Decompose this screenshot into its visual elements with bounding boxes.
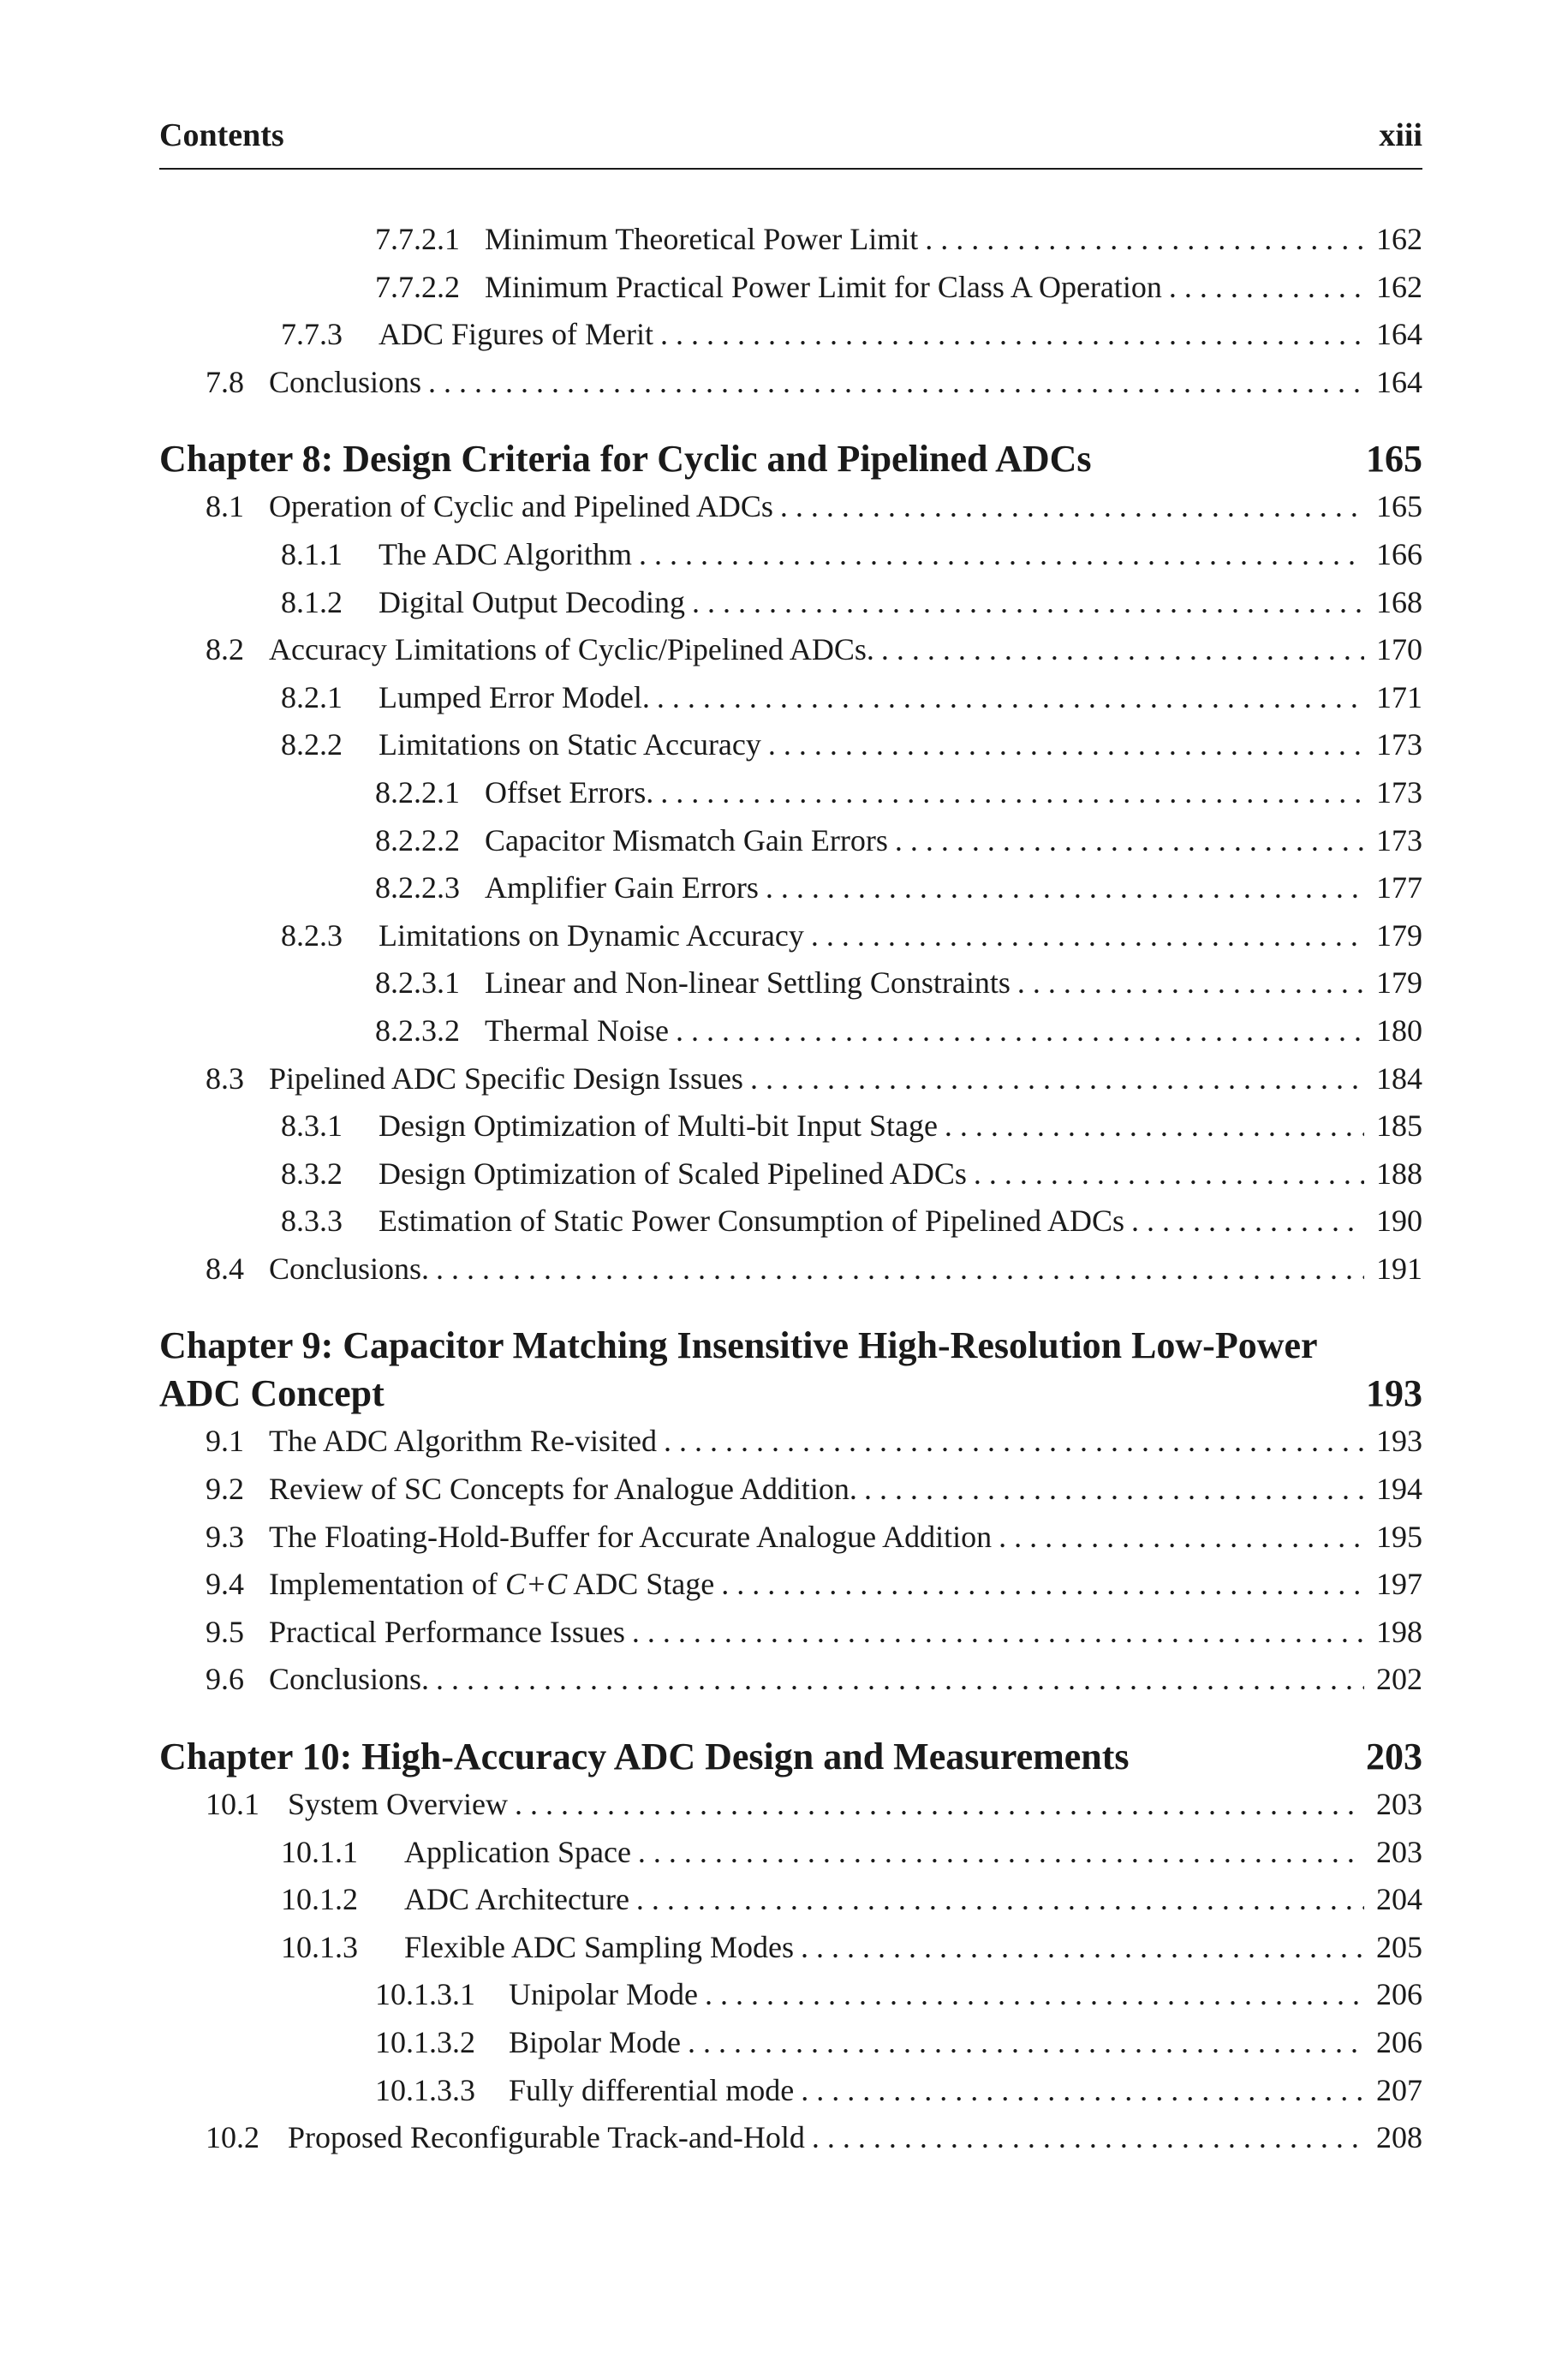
toc-entry[interactable] [159, 674, 1422, 722]
dot-leader [780, 483, 1364, 531]
toc-entry-title: Conclusions. [269, 1251, 430, 1286]
dot-leader [801, 2067, 1364, 2115]
dot-leader [750, 1055, 1364, 1103]
dot-leader [925, 216, 1364, 264]
toc-entry-title: ADC Figures of Merit [379, 317, 653, 352]
toc-entry-title-italic: C+C [504, 1567, 568, 1602]
toc-entry[interactable] [159, 1150, 1422, 1198]
toc-entry-title: Minimum Practical Power Limit for Class A Operation [485, 269, 1162, 304]
dot-leader [632, 1609, 1364, 1657]
running-header-title: Contents [159, 117, 284, 153]
chapter-page: 165 [1366, 438, 1422, 481]
toc-entry-page: 162 [1376, 222, 1422, 256]
toc-entry-title: Unipolar Mode [509, 1977, 698, 2012]
dot-leader [688, 2019, 1364, 2067]
toc-entry-title: The ADC Algorithm Re-visited [269, 1424, 657, 1459]
toc-entry[interactable] [159, 2114, 1422, 2162]
dot-leader [766, 864, 1364, 912]
chapter-title-line1: Chapter 9: Capacitor Matching Insensitive High-Resolution Low-Power [159, 1324, 1318, 1367]
toc-entry[interactable] [159, 1829, 1422, 1877]
toc-entry-title: The Floating-Hold-Buffer for Accurate Analogue Addition [269, 1519, 993, 1554]
toc-entry-title: Conclusions [269, 364, 422, 399]
toc-entry-page: 203 [1376, 1834, 1422, 1869]
toc-entry-number: 7.7.2.1 [375, 222, 460, 256]
dot-leader [1169, 264, 1364, 312]
dot-leader [881, 626, 1364, 674]
dot-leader [436, 1246, 1364, 1294]
toc-entry-number: 8.2.2.3 [375, 870, 460, 905]
chapter-heading[interactable] [159, 1733, 1422, 1781]
toc-entry-page: 165 [1376, 489, 1422, 524]
toc-entry-title: System Overview [288, 1787, 508, 1822]
toc-entry-page: 180 [1376, 1013, 1422, 1048]
toc-entry-page: 190 [1376, 1204, 1422, 1239]
toc-entry-number: 8.2.1 [281, 679, 343, 714]
toc-entry-page: 173 [1376, 822, 1422, 857]
toc-entry-number: 8.3.2 [281, 1156, 343, 1191]
toc-entry-number: 8.2.2.1 [375, 774, 460, 810]
toc-entry-page: 170 [1376, 632, 1422, 667]
dot-leader [721, 1561, 1364, 1609]
toc-entry-page: 168 [1376, 584, 1422, 619]
toc-entry-title: Proposed Reconfigurable Track-and-Hold [288, 2120, 805, 2155]
toc-entry-page: 185 [1376, 1108, 1422, 1144]
toc-entry[interactable] [159, 1781, 1422, 1829]
dot-leader [660, 769, 1364, 817]
dot-leader [801, 1924, 1364, 1972]
toc-entry-number: 7.8 [206, 364, 244, 399]
toc-entry[interactable] [159, 579, 1422, 627]
toc-entry[interactable] [159, 483, 1422, 531]
table-of-contents [159, 216, 1422, 2162]
toc-entry[interactable] [159, 864, 1422, 912]
toc-entry-page: 166 [1376, 536, 1422, 571]
toc-entry[interactable] [159, 1418, 1422, 1466]
toc-entry-title: Bipolar Mode [509, 2025, 681, 2059]
toc-entry[interactable] [159, 531, 1422, 579]
toc-entry[interactable] [159, 1924, 1422, 1972]
dot-leader [974, 1150, 1364, 1198]
toc-entry-page: 173 [1376, 774, 1422, 810]
toc-entry-title: Estimation of Static Power Consumption of Pipelined ADCs [379, 1204, 1124, 1239]
toc-entry[interactable] [159, 1609, 1422, 1657]
toc-entry[interactable] [159, 1876, 1422, 1924]
toc-entry-title: Accuracy Limitations of Cyclic/Pipelined ADCs. [269, 632, 874, 667]
toc-entry[interactable] [159, 1055, 1422, 1103]
toc-entry[interactable] [159, 769, 1422, 817]
toc-entry[interactable] [159, 1561, 1422, 1609]
toc-entry[interactable] [159, 1246, 1422, 1294]
dot-leader [812, 2114, 1364, 2162]
toc-entry-number: 8.4 [206, 1251, 244, 1286]
toc-entry[interactable] [159, 1656, 1422, 1704]
toc-entry[interactable] [159, 1514, 1422, 1562]
toc-entry-number: 8.2.3.2 [375, 1013, 460, 1048]
toc-entry-title: Practical Performance Issues [269, 1614, 625, 1649]
dot-leader [515, 1781, 1364, 1829]
toc-entry-title: Lumped Error Model. [379, 679, 650, 714]
page-number: xiii [1379, 117, 1422, 153]
dot-leader [664, 1418, 1364, 1466]
toc-entry-title: Limitations on Dynamic Accuracy [379, 917, 804, 953]
toc-entry-page: 195 [1376, 1519, 1422, 1554]
toc-entry-title: Flexible ADC Sampling Modes [404, 1929, 795, 1964]
chapter-page: 193 [1366, 1372, 1422, 1415]
toc-entry[interactable] [159, 359, 1422, 407]
chapter-page: 203 [1366, 1736, 1422, 1778]
running-header [159, 113, 1422, 170]
toc-entry-number: 8.2.3 [281, 917, 343, 953]
dot-leader [639, 531, 1364, 579]
toc-entry-title: Thermal Noise [485, 1013, 669, 1048]
toc-entry-title: Linear and Non-linear Settling Constraints [485, 965, 1011, 1001]
toc-entry-title: Review of SC Concepts for Analogue Addition. [269, 1472, 857, 1507]
toc-entry-title: The ADC Algorithm [379, 536, 632, 571]
toc-entry-number: 10.1.1 [281, 1834, 358, 1869]
toc-entry-number: 9.1 [206, 1424, 244, 1459]
toc-entry-page: 173 [1376, 727, 1422, 762]
toc-entry-page: 171 [1376, 679, 1422, 714]
toc-entry-title: Design Optimization of Scaled Pipelined ADCs [379, 1156, 967, 1191]
dot-leader [692, 579, 1364, 627]
toc-entry-title: Pipelined ADC Specific Design Issues [269, 1061, 743, 1096]
toc-entry-page: 191 [1376, 1251, 1422, 1286]
toc-entry[interactable] [159, 2019, 1422, 2067]
toc-entry-number: 8.2.2.2 [375, 822, 460, 857]
toc-entry-page: 207 [1376, 2072, 1422, 2107]
toc-entry[interactable] [159, 2067, 1422, 2115]
toc-entry[interactable] [159, 1007, 1422, 1055]
toc-entry-number: 9.2 [206, 1472, 244, 1507]
toc-entry-title: Conclusions. [269, 1662, 430, 1697]
toc-entry-page: 197 [1376, 1567, 1422, 1602]
chapter-title: Chapter 10: High-Accuracy ADC Design and Measurements [159, 1736, 1130, 1778]
toc-entry-page: 206 [1376, 2025, 1422, 2059]
toc-entry-title: Amplifier Gain Errors [485, 870, 759, 905]
toc-entry-number: 9.3 [206, 1519, 244, 1554]
toc-entry-title: Fully differential mode [509, 2072, 795, 2107]
toc-entry[interactable] [159, 721, 1422, 769]
toc-entry-title: ADC Architecture [404, 1882, 629, 1917]
toc-entry-title: Offset Errors. [485, 774, 654, 810]
toc-entry-title-pre: Implementation of [269, 1567, 505, 1602]
toc-entry-page: 184 [1376, 1061, 1422, 1096]
dot-leader [895, 817, 1364, 865]
toc-entry-number: 9.6 [206, 1662, 244, 1697]
toc-entry-page: 204 [1376, 1882, 1422, 1917]
dot-leader [945, 1102, 1364, 1150]
toc-entry-title: Minimum Theoretical Power Limit [485, 222, 919, 256]
toc-entry[interactable] [159, 817, 1422, 865]
toc-entry[interactable] [159, 264, 1422, 312]
toc-entry-number: 8.2.2 [281, 727, 343, 762]
toc-entry-number: 10.1.3.3 [375, 2072, 475, 2107]
toc-entry-page: 206 [1376, 1977, 1422, 2012]
toc-entry-number: 8.3.1 [281, 1108, 343, 1144]
toc-entry-number: 10.2 [206, 2120, 259, 2155]
toc-entry[interactable] [159, 1198, 1422, 1246]
dot-leader [705, 1971, 1364, 2019]
chapter-heading[interactable] [159, 1322, 1422, 1418]
dot-leader [638, 1829, 1364, 1877]
toc-entry-number: 8.3 [206, 1061, 244, 1096]
toc-entry-number: 9.5 [206, 1614, 244, 1649]
toc-entry-title: Capacitor Mismatch Gain Errors [485, 822, 888, 857]
toc-entry-page: 203 [1376, 1787, 1422, 1822]
toc-entry-number: 10.1 [206, 1787, 259, 1822]
dot-leader [1017, 959, 1364, 1007]
toc-entry-number: 8.1.2 [281, 584, 343, 619]
dot-leader [428, 359, 1364, 407]
toc-entry-title: Limitations on Static Accuracy [379, 727, 761, 762]
dot-leader [660, 311, 1364, 359]
toc-entry-title: Application Space [404, 1834, 631, 1869]
toc-entry-number: 8.3.3 [281, 1204, 343, 1239]
toc-entry[interactable] [159, 626, 1422, 674]
toc-entry-number: 10.1.3.2 [375, 2025, 475, 2059]
toc-entry-number: 7.7.2.2 [375, 269, 460, 304]
dot-leader [864, 1466, 1364, 1514]
toc-entry-page: 164 [1376, 364, 1422, 399]
toc-entry-page: 205 [1376, 1929, 1422, 1964]
toc-entry-number: 7.7.3 [281, 317, 343, 352]
toc-entry-number: 8.1 [206, 489, 244, 524]
dot-leader [636, 1876, 1364, 1924]
toc-entry-page: 179 [1376, 965, 1422, 1001]
toc-entry-number: 9.4 [206, 1567, 244, 1602]
toc-entry-page: 194 [1376, 1472, 1422, 1507]
dot-leader [676, 1007, 1364, 1055]
toc-entry-title: Operation of Cyclic and Pipelined ADCs [269, 489, 773, 524]
dot-leader [811, 912, 1364, 960]
dot-leader [999, 1514, 1364, 1562]
toc-entry-page: 162 [1376, 269, 1422, 304]
toc-entry[interactable] [159, 912, 1422, 960]
dot-leader [657, 674, 1364, 722]
toc-entry-page: 177 [1376, 870, 1422, 905]
toc-entry-page: 198 [1376, 1614, 1422, 1649]
toc-entry-page: 202 [1376, 1662, 1422, 1697]
toc-entry[interactable] [159, 1466, 1422, 1514]
toc-entry-title: Design Optimization of Multi-bit Input Stage [379, 1108, 938, 1144]
toc-entry-title: Digital Output Decoding [379, 584, 685, 619]
toc-entry-number: 10.1.3 [281, 1929, 358, 1964]
toc-entry-number: 8.2 [206, 632, 244, 667]
toc-entry-page: 188 [1376, 1156, 1422, 1191]
toc-entry-page: 193 [1376, 1424, 1422, 1459]
toc-entry[interactable] [159, 1102, 1422, 1150]
toc-entry-number: 10.1.3.1 [375, 1977, 475, 2012]
toc-entry[interactable] [159, 216, 1422, 264]
toc-entry-page: 208 [1376, 2120, 1422, 2155]
toc-entry-number: 8.1.1 [281, 536, 343, 571]
chapter-title: Chapter 8: Design Criteria for Cyclic and Pipelined ADCs [159, 438, 1092, 481]
toc-entry-number: 10.1.2 [281, 1882, 358, 1917]
dot-leader [436, 1656, 1364, 1704]
toc-entry-number: 8.2.3.1 [375, 965, 460, 1001]
chapter-heading[interactable] [159, 435, 1422, 483]
toc-entry-title [269, 1561, 714, 1609]
toc-entry-title-post: ADC Stage [567, 1567, 715, 1602]
toc-entry[interactable] [159, 311, 1422, 359]
toc-entry[interactable] [159, 959, 1422, 1007]
toc-entry-page: 164 [1376, 317, 1422, 352]
toc-entry[interactable] [159, 1971, 1422, 2019]
dot-leader [768, 721, 1364, 769]
chapter-title-line2: ADC Concept [159, 1372, 385, 1415]
toc-entry-page: 179 [1376, 917, 1422, 953]
dot-leader [1131, 1198, 1364, 1246]
